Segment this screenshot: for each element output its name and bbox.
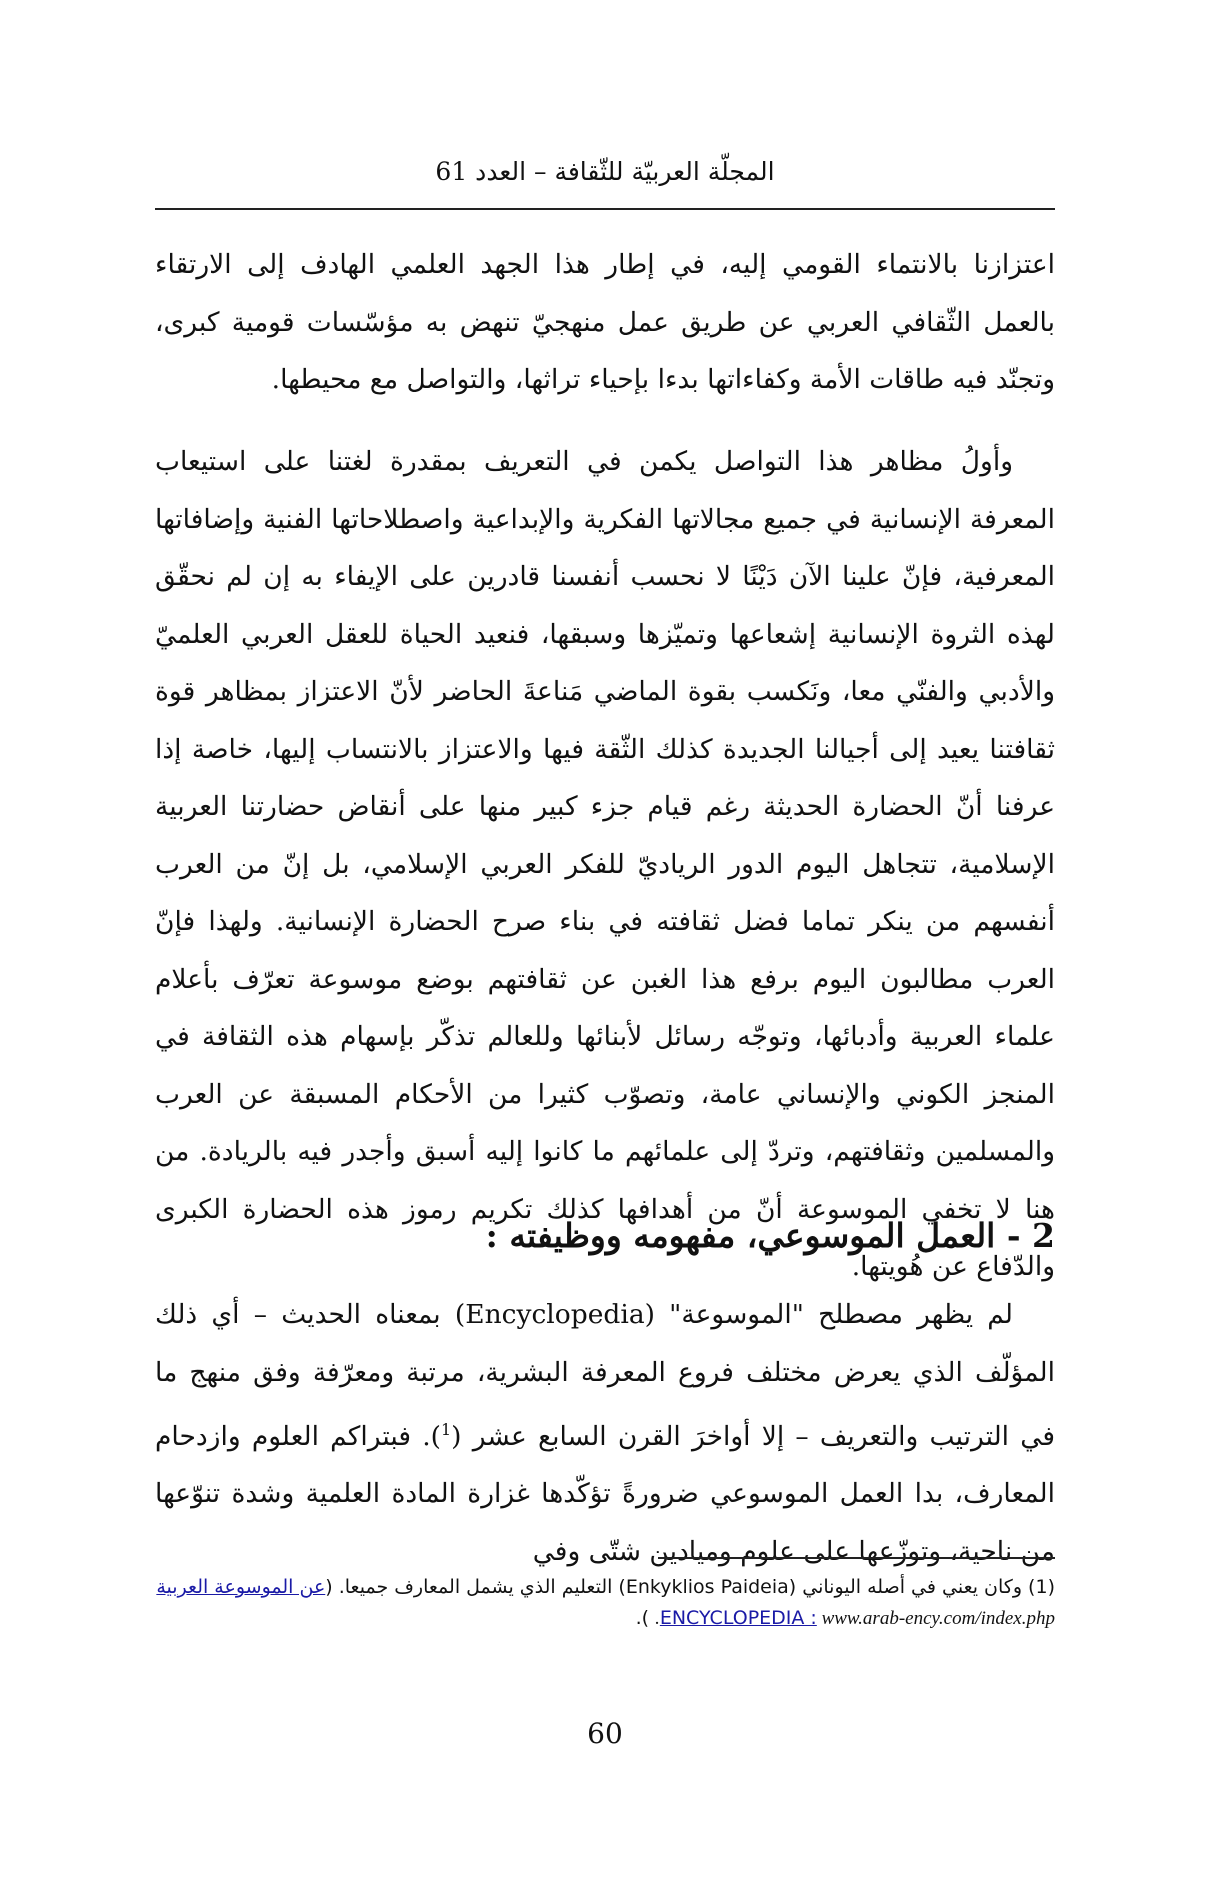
section-paragraph-part-2: ). فبتراكم العلوم وازدحام المعارف، بدا العمل الموسوعي ضرورةً تؤكّدها غزارة المادة العلمية وشدة تنوّعها من ناحية، وتوزّعها على علوم وميادين شتّى وفي: [155, 1420, 1055, 1567]
section-paragraph-part-1: لم يظهر مصطلح "الموسوعة" (Encyclopedia) بمعناه الحديث – أي ذلك المؤلّف الذي يعرض مختلف فروع المعرفة البشرية، مرتبة ومعرّفة وفق منهج ما في الترتيب والتعريف – إلا أواخرَ القرن السابع عشر (: [155, 1299, 1055, 1452]
running-header: المجلّة العربيّة للثّقافة – العدد 61: [435, 157, 775, 186]
paragraph-2-text: وأولُ مظاهر هذا التواصل يكمن في التعريف بمقدرة لغتنا على استيعاب المعرفة الإنسانية في جميع مجالاتها الفكرية والإبداعية واصطلاحاتها الفنية وإضافاتها المعرفية، فإنّ علينا الآن دَيْنًا لا نحسب أنفسنا قادرين على الإيفاء به إن لم نحقّق لهذه الثروة الإنسانية إشعاعها وتميّزها وسبقها، فنعيد الحياة للعقل العربي العلميّ والأدبي والفنّي معا، ونَكسب بقوة الماضي مَناعةَ الحاضر لأنّ الاعتزاز بمظاهر قوة ثقافتنا يعيد إلى أجيالنا الجديدة كذلك الثّقة فيها والاعتزاز بالانتساب إليها، خاصة إذا عرفنا أنّ الحضارة الحديثة رغم قيام جزء كبير منها على أنقاض حضارتنا العربية الإسلامية، تتجاهل اليوم الدور الرياديّ للفكر العربي الإسلامي، بل إنّ من العرب أنفسهم من ينكر تماما فضل ثقافته في بناء صرح الحضارة الإنسانية. ولهذا فإنّ العرب مطالبون اليوم برفع هذا الغبن عن ثقافتهم بوضع موسوعة تعرّف بأعلام علماء العربية وأدبائها، وتوجّه رسائل لأبنائها وللعالم تذكّر بإسهام هذه الثقافة في المنجز الكوني والإنساني عامة، وتصوّب كثيرا من الأحكام المسبقة عن العرب والمسلمين وثقافتهم، وتردّ إلى علمائهم ما كانوا إليه أسبق وأجدر فيه بالريادة. من هنا لا تخفي الموسوعة أنّ من أهدافها كذلك تكريم رموز هذه الحضارة الكبرى والدّفاع عن هُويتها.: [155, 446, 1055, 1282]
section-paragraph-text: [155, 1286, 1055, 1580]
paragraph-1-text: اعتزازنا بالانتماء القومي إليه، في إطار هذا الجهد العلمي الهادف إلى الارتقاء بالعمل الثّقافي العربي عن طريق عمل منهجيّ تنهض به مؤسّسات قومية كبرى، وتجنّد فيه طاقات الأمة وكفاءاتها بدءا بإحياء تراثها، والتواصل مع محيطها.: [155, 249, 1055, 395]
section-heading: 2 - العمل الموسوعي، مفهومه ووظيفته :: [485, 1216, 1055, 1255]
page-number: 60: [587, 1717, 623, 1750]
footnote-rule: [658, 1557, 1055, 1559]
paragraph-2: [155, 433, 1055, 1296]
section-paragraph: [155, 1286, 1055, 1580]
footnote: [155, 1572, 1055, 1634]
paragraph-1: [155, 236, 1055, 409]
footnote-source: www.arab-ency.com/index.php.: [655, 1608, 1055, 1629]
header-rule: [155, 208, 1055, 210]
footnote-link[interactable]: عن الموسوعة العربية ENCYCLOPEDIA :: [156, 1576, 817, 1629]
footnote-closing: ).: [635, 1607, 656, 1629]
footnote-ref[interactable]: 1: [441, 1420, 452, 1439]
footnote-text: (1) وكان يعني في أصله اليوناني (Enkyklios Paideia) التعليم الذي يشمل المعارف جميعا. (: [325, 1576, 1055, 1598]
